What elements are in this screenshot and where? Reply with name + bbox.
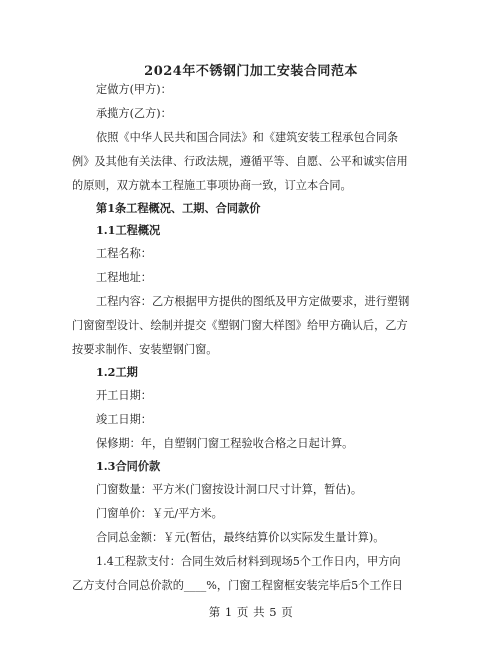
contract-total-line: 合同总金额：￥元(暂估，最终结算价以实际发生量计算)。 (96, 531, 385, 544)
completion-date-line: 竣工日期： (96, 413, 152, 426)
warranty-line: 保修期：年，自塑钢门窗工程验收合格之日起计算。 (96, 437, 354, 450)
start-date-line: 开工日期： (96, 389, 152, 402)
section-1-3-heading: 1.3合同价款 (96, 459, 161, 473)
project-content-line-1: 工程内容：乙方根据甲方提供的图纸及甲方定做要求，进行塑钢 (96, 295, 410, 308)
page-footer: 第 1 页 共 5 页 (208, 605, 294, 619)
project-name-line: 工程名称： (96, 247, 152, 260)
payment-line-2: 乙方支付合同总价款的____%，门窗工程窗框安装完毕后5个工作日 (72, 579, 403, 592)
party-b-line: 承揽方(乙方)： (96, 107, 172, 120)
party-a-line: 定做方(甲方)： (96, 83, 172, 96)
project-content-line-3: 按要求制作、安装塑钢门窗。 (72, 343, 218, 356)
payment-line-1: 1.4工程款支付：合同生效后材料到现场5个工作日内，甲方向 (96, 555, 401, 568)
document-title: 2024年不锈钢门加工安装合同范本 (144, 64, 358, 79)
project-address-line: 工程地址： (96, 271, 152, 284)
intro-paragraph-line-1: 依照《中华人民共和国合同法》和《建筑安装工程承包合同条 (96, 131, 399, 144)
intro-paragraph-line-3: 的原则，双方就本工程施工事项协商一致，订立本合同。 (72, 179, 352, 192)
section-1-1-heading: 1.1工程概况 (96, 223, 161, 237)
section-1-2-heading: 1.2工期 (96, 365, 138, 379)
window-unit-price-line: 门窗单价：￥元/平方米。 (96, 507, 223, 520)
project-content-line-2: 门窗窗型设计、绘制并提交《塑钢门窗大样图》给甲方确认后，乙方 (72, 319, 408, 332)
window-quantity-line: 门窗数量：平方米(门窗按设计洞口尺寸计算，暂估)。 (96, 483, 363, 496)
article-1-heading: 第1条工程概况、工期、合同款价 (96, 201, 261, 215)
intro-paragraph-line-2: 例》及其他有关法律、行政法规，遵循平等、自愿、公平和诚实信用 (72, 155, 408, 168)
